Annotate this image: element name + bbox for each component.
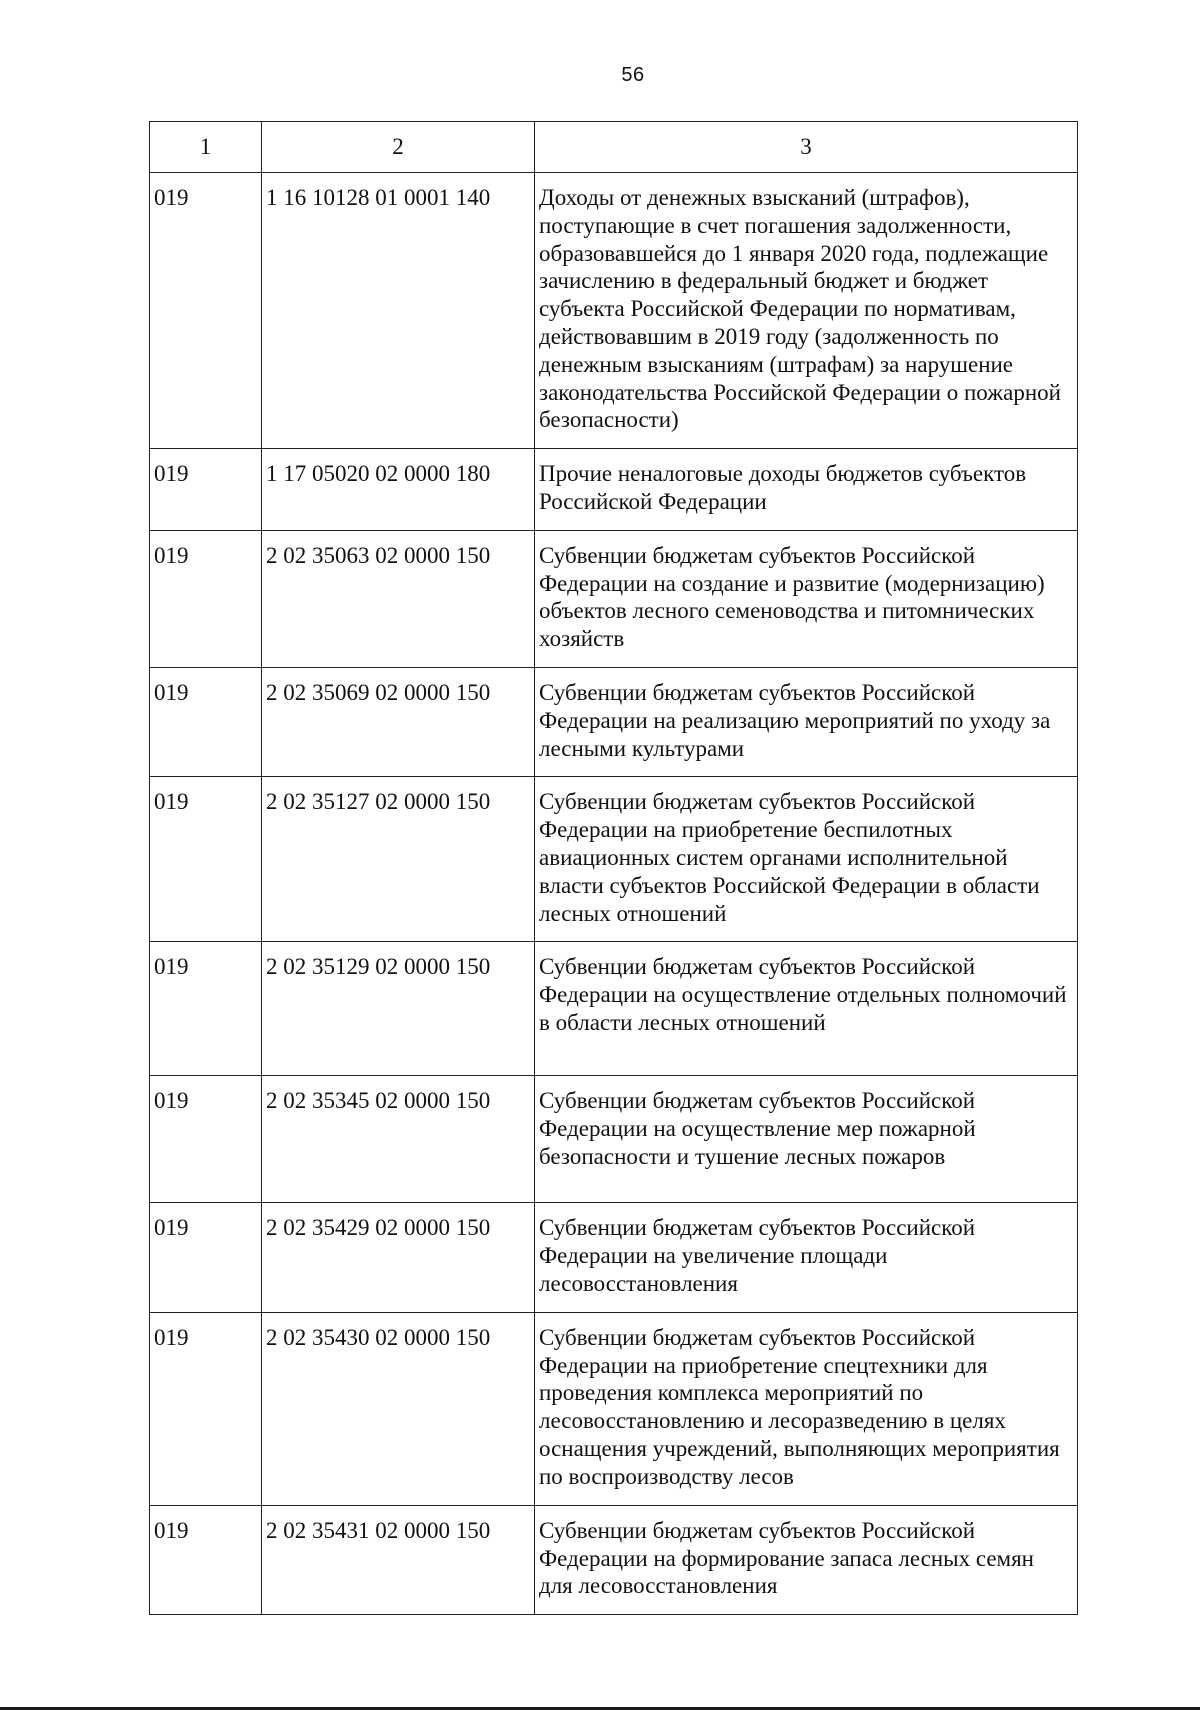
description-cell: Субвенции бюджетам субъектов Российской Федерации на осуществление мер пожарной безопасности и тушение лесных пожаров — [535, 1076, 1078, 1203]
admin-code-cell: 019 — [150, 1076, 262, 1203]
kbk-code-cell: 2 02 35431 02 0000 150 — [262, 1505, 535, 1614]
kbk-code-cell: 1 16 10128 01 0001 140 — [262, 173, 535, 449]
description-cell: Субвенции бюджетам субъектов Российской Федерации на реализацию мероприятий по уходу за лесными культурами — [535, 667, 1078, 776]
kbk-code-cell: 2 02 35127 02 0000 150 — [262, 777, 535, 942]
table-row — [150, 449, 1078, 531]
kbk-code-cell: 2 02 35129 02 0000 150 — [262, 942, 535, 1076]
kbk-code-cell: 2 02 35345 02 0000 150 — [262, 1076, 535, 1203]
admin-code-cell: 019 — [150, 173, 262, 449]
description-cell: Субвенции бюджетам субъектов Российской Федерации на создание и развитие (модернизацию) объектов лесного семеноводства и питомнических хозяйств — [535, 530, 1078, 667]
budget-codes-table — [149, 121, 1078, 1615]
table-row — [150, 173, 1078, 449]
kbk-code-cell: 2 02 35429 02 0000 150 — [262, 1203, 535, 1312]
column-header-3: 3 — [535, 122, 1078, 173]
admin-code-cell: 019 — [150, 1505, 262, 1614]
admin-code-cell: 019 — [150, 1312, 262, 1505]
admin-code-cell: 019 — [150, 942, 262, 1076]
description-cell: Прочие неналоговые доходы бюджетов субъектов Российской Федерации — [535, 449, 1078, 531]
admin-code-cell: 019 — [150, 667, 262, 776]
kbk-code-cell: 2 02 35063 02 0000 150 — [262, 530, 535, 667]
table-row — [150, 530, 1078, 667]
page-number: 56 — [621, 64, 645, 86]
description-cell: Субвенции бюджетам субъектов Российской Федерации на осуществление отдельных полномочий в области лесных отношений — [535, 942, 1078, 1076]
kbk-code-cell: 1 17 05020 02 0000 180 — [262, 449, 535, 531]
description-cell: Субвенции бюджетам субъектов Российской Федерации на приобретение спецтехники для проведения комплекса мероприятий по лесовосстановлению и лесоразведению в целях оснащения учреждений, выполняющих мероприятия по воспроизводству лесов — [535, 1312, 1078, 1505]
admin-code-cell: 019 — [150, 1203, 262, 1312]
table-row — [150, 1076, 1078, 1203]
description-cell: Доходы от денежных взысканий (штрафов), поступающие в счет погашения задолженности, образовавшейся до 1 января 2020 года, подлежащие зачислению в федеральный бюджет и бюджет субъекта Российской Федерации по нормативам, действовавшим в 2019 году (задолженность по денежным взысканиям (штрафам) за нарушение законодательства Российской Федерации о пожарной безопасности) — [535, 173, 1078, 449]
table-row — [150, 667, 1078, 776]
table-row — [150, 1203, 1078, 1312]
kbk-code-cell: 2 02 35430 02 0000 150 — [262, 1312, 535, 1505]
table-row — [150, 1312, 1078, 1505]
kbk-code-cell: 2 02 35069 02 0000 150 — [262, 667, 535, 776]
table-row — [150, 1505, 1078, 1614]
description-cell: Субвенции бюджетам субъектов Российской Федерации на формирование запаса лесных семян для лесовосстановления — [535, 1505, 1078, 1614]
admin-code-cell: 019 — [150, 777, 262, 942]
column-header-1: 1 — [150, 122, 262, 173]
description-cell: Субвенции бюджетам субъектов Российской Федерации на приобретение беспилотных авиационных систем органами исполнительной власти субъектов Российской Федерации в области лесных отношений — [535, 777, 1078, 942]
table-header-row — [150, 122, 1078, 173]
admin-code-cell: 019 — [150, 449, 262, 531]
admin-code-cell: 019 — [150, 530, 262, 667]
table-row — [150, 942, 1078, 1076]
column-header-2: 2 — [262, 122, 535, 173]
description-cell: Субвенции бюджетам субъектов Российской Федерации на увеличение площади лесовосстановления — [535, 1203, 1078, 1312]
table-row — [150, 777, 1078, 942]
